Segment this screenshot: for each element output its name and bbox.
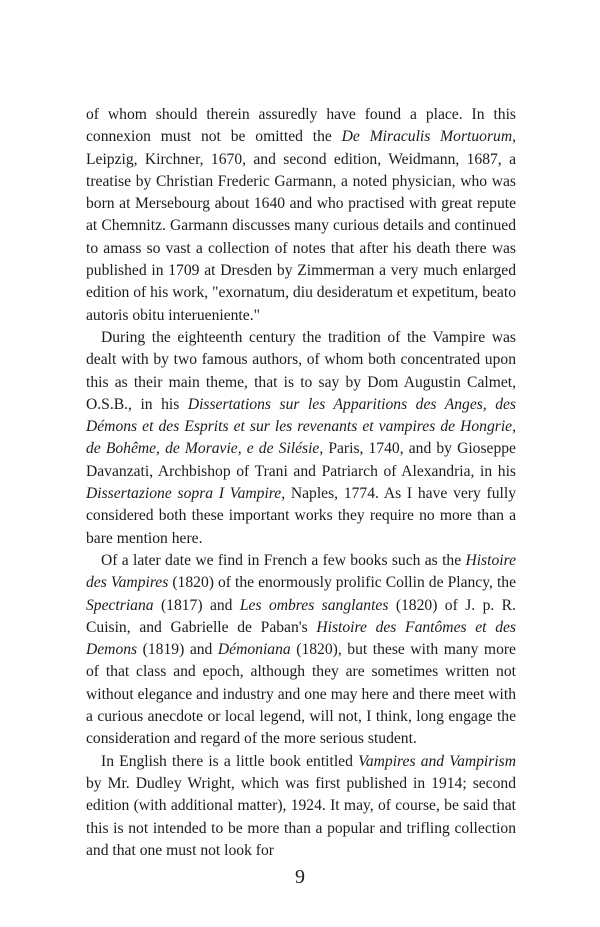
italic-title: Spectriana [86, 596, 154, 614]
text-run: (1819) and [137, 641, 218, 659]
italic-title: Histoire des Vampires [86, 551, 516, 592]
text-run: of whom should therein assuredly have found a place. In this connexion must not be omitted the [86, 106, 516, 146]
paragraph-2 [86, 327, 516, 550]
text-run: , Leipzig, Kirchner, 1670, and second edition, Weidmann, 1687, a treatise by Christian Frederic Garmann, a noted physician, who was born at Mersebourg about 1640 and who practised with great repute at Chemnitz. Garmann discusses many curious details and continued to amass so vast a collection of notes that after his death there was published in 1709 at Dresden by Zimmerman a very much enlarged edition of his work, "exornatum, diu desideratum et expetitum, beato autoris obitu interueniente." [86, 128, 516, 324]
text-run: , Naples, 1774. As I have very fully considered both these important works they require no more than a bare mention here. [86, 485, 516, 547]
italic-title: Les ombres sanglantes [239, 596, 389, 614]
italic-title: Histoire des Fantômes et des Demons [86, 618, 516, 659]
text-run: (1820) of J. p. R. Cuisin, and Gabrielle de Paban's [86, 596, 516, 636]
italic-title: De Miraculis Mortuorum [341, 128, 513, 146]
paragraph-1 [86, 104, 516, 327]
page-body [86, 104, 516, 862]
text-run: During the eighteenth century the tradition of the Vampire was dealt with by two famous authors, of whom both concentrated upon this as their main theme, that is to say by Dom Augustin Calmet, O.S.B., in his [86, 328, 516, 413]
italic-title: Vampires and Vampirism [358, 752, 516, 770]
italic-title: Dissertazione sopra I Vampire [86, 485, 282, 503]
italic-title: Démoniana [217, 641, 291, 659]
page-number: 9 [295, 866, 305, 888]
text-run: (1820), but these with many more of that class and epoch, although they are sometimes written not without elegance and industry and one may here and there meet with a curious anecdote or local legend, will not, I think, long engage the consideration and regard of the more serious student. [86, 641, 516, 748]
paragraph-4 [86, 751, 516, 862]
text-run: (1820) of the enormously prolific Collin de Plancy, the [168, 574, 516, 592]
text-run: (1817) and [153, 596, 240, 614]
italic-title: Dissertations sur les Apparitions des Anges, des Démons et des Esprits et sur les revenants et vampires de Hongrie, de Bohême, de Moravie, e de Silésie [86, 395, 517, 458]
text-run: , Paris, 1740, and by Gioseppe Davanzati, Archbishop of Trani and Patriarch of Alexandria, in his [86, 440, 516, 480]
paragraph-3 [86, 550, 516, 751]
text-run: Of a later date we find in French a few books such as the [101, 551, 466, 569]
text-run: by Mr. Dudley Wright, which was first published in 1914; second edition (with additional matter), 1924. It may, of course, be said that this is not intended to be more than a popular and trifling collection and that one must not look for [86, 774, 516, 859]
text-run: In English there is a little book entitled [101, 752, 359, 770]
